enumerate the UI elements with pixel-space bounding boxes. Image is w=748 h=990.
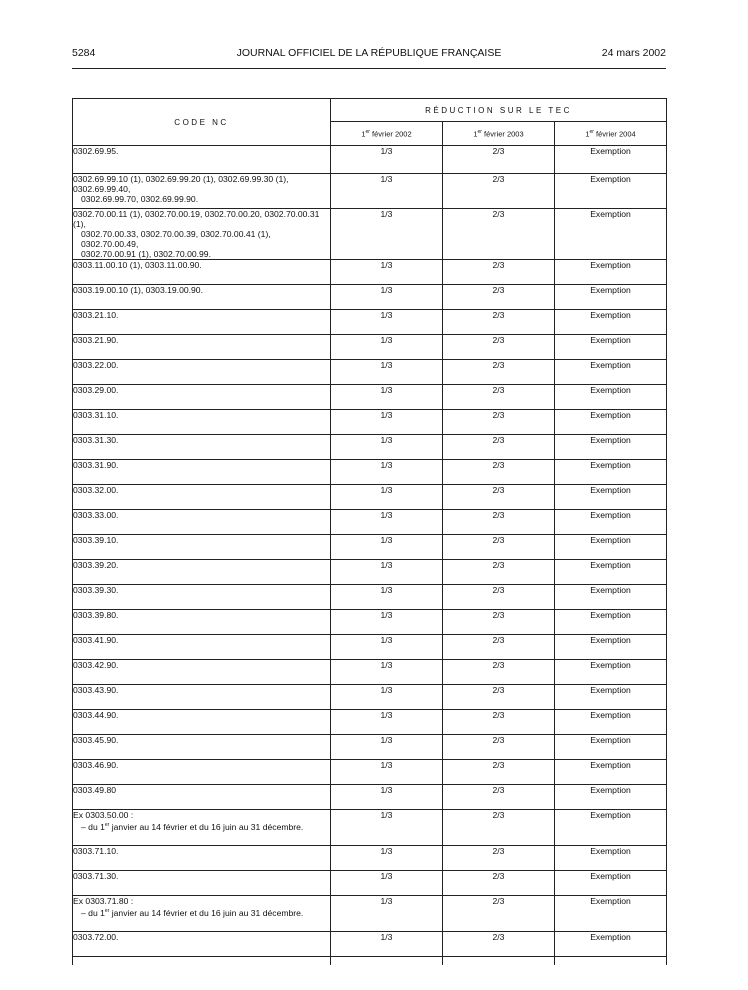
- issue-date: 24 mars 2002: [601, 47, 666, 59]
- reduction-2002-cell: 1/3: [331, 932, 443, 957]
- nc-code-cell: [73, 385, 331, 410]
- reduction-2003-cell: 2/3: [443, 871, 555, 896]
- reduction-2002-cell: 1/3: [331, 660, 443, 685]
- reduction-2004-cell: Exemption: [555, 710, 667, 735]
- reduction-2003-cell: 2/3: [443, 209, 555, 260]
- nc-code-cell: [73, 535, 331, 560]
- reduction-2004-cell: Exemption: [555, 846, 667, 871]
- table-row: [73, 535, 667, 560]
- nc-code-cell: [73, 435, 331, 460]
- table-row: [73, 710, 667, 735]
- table-row: [73, 485, 667, 510]
- table-row: [73, 735, 667, 760]
- reduction-2004-cell: Exemption: [555, 660, 667, 685]
- nc-code-cell: [73, 285, 331, 310]
- table-row: [73, 146, 667, 174]
- date-header-2003: 1er février 2003: [443, 122, 555, 146]
- table-row: [73, 932, 667, 957]
- reduction-2002-cell: 1/3: [331, 610, 443, 635]
- reduction-2002-cell: 1/3: [331, 735, 443, 760]
- reduction-2003-cell: 2/3: [443, 585, 555, 610]
- nc-code: 0303.11.00.10 (1), 0303.11.00.90.: [73, 260, 202, 270]
- reduction-2003-cell: 2/3: [443, 485, 555, 510]
- nc-code: 0303.49.80: [73, 785, 117, 795]
- table-row: [73, 335, 667, 360]
- reduction-2002-cell: 1/3: [331, 360, 443, 385]
- reduction-2004-cell: Exemption: [555, 635, 667, 660]
- nc-code: 0303.19.00.10 (1), 0303.19.00.90.: [73, 285, 203, 295]
- reduction-2004-cell: Exemption: [555, 610, 667, 635]
- empty-cell: [443, 957, 555, 966]
- reduction-2004-cell: Exemption: [555, 871, 667, 896]
- reduction-2004-cell: Exemption: [555, 360, 667, 385]
- nc-code: 0303.44.90.: [73, 710, 119, 720]
- nc-code: 0303.71.30.: [73, 871, 119, 881]
- empty-cell: [331, 957, 443, 966]
- nc-code: 0302.69.95.: [73, 146, 119, 156]
- date-header-2002: 1er février 2002: [331, 122, 443, 146]
- reduction-2002-cell: 1/3: [331, 635, 443, 660]
- reduction-2003-cell: 2/3: [443, 385, 555, 410]
- table-row: [73, 435, 667, 460]
- nc-code: 0303.21.10.: [73, 310, 119, 320]
- table-row: [73, 510, 667, 535]
- nc-code: 0303.39.30.: [73, 585, 119, 595]
- reduction-2004-cell: Exemption: [555, 932, 667, 957]
- page-header: [72, 47, 666, 63]
- nc-code-cell: [73, 660, 331, 685]
- table-row: [73, 260, 667, 285]
- reduction-2002-cell: 1/3: [331, 410, 443, 435]
- reduction-2003-cell: 2/3: [443, 460, 555, 485]
- nc-code: 0303.45.90.: [73, 735, 119, 745]
- reduction-2003-cell: 2/3: [443, 560, 555, 585]
- reduction-2002-cell: 1/3: [331, 174, 443, 209]
- nc-code: 0303.33.00.: [73, 510, 119, 520]
- nc-code-cell: [73, 209, 331, 260]
- reduction-2004-cell: Exemption: [555, 485, 667, 510]
- reduction-2003-cell: 2/3: [443, 846, 555, 871]
- nc-code: 0303.46.90.: [73, 760, 119, 770]
- table-row: [73, 410, 667, 435]
- nc-code: 0303.31.30.: [73, 435, 119, 445]
- reduction-2003-cell: 2/3: [443, 932, 555, 957]
- reduction-2002-cell: 1/3: [331, 896, 443, 932]
- nc-code-cell: [73, 710, 331, 735]
- reduction-2002-cell: 1/3: [331, 871, 443, 896]
- nc-code-cell: [73, 460, 331, 485]
- nc-code: 0303.29.00.: [73, 385, 119, 395]
- code-nc-header: CODE NC: [73, 99, 331, 146]
- nc-code: 0303.21.90.: [73, 335, 119, 345]
- reduction-2003-cell: 2/3: [443, 146, 555, 174]
- reduction-2004-cell: Exemption: [555, 285, 667, 310]
- nc-code-cell: [73, 146, 331, 174]
- reduction-2003-cell: 2/3: [443, 610, 555, 635]
- reduction-2002-cell: 1/3: [331, 146, 443, 174]
- table-row: [73, 285, 667, 310]
- nc-code: 0303.72.00.: [73, 932, 119, 942]
- reduction-2002-cell: 1/3: [331, 846, 443, 871]
- reduction-2002-cell: 1/3: [331, 335, 443, 360]
- nc-code-cell: [73, 360, 331, 385]
- nc-code: 0303.71.10.: [73, 846, 119, 856]
- reduction-2004-cell: Exemption: [555, 510, 667, 535]
- table-row: [73, 635, 667, 660]
- reduction-2004-cell: Exemption: [555, 335, 667, 360]
- table-row: [73, 896, 667, 932]
- table-continuation-stub: [73, 957, 667, 966]
- nc-code: 0303.39.20.: [73, 560, 119, 570]
- journal-title: JOURNAL OFFICIEL DE LA RÉPUBLIQUE FRANÇAISE: [236, 47, 502, 59]
- reduction-2004-cell: Exemption: [555, 310, 667, 335]
- nc-code: Ex 0303.50.00 :: [73, 810, 134, 820]
- table-row: [73, 174, 667, 209]
- nc-code-cell: [73, 310, 331, 335]
- reduction-2004-cell: Exemption: [555, 385, 667, 410]
- empty-cell: [555, 957, 667, 966]
- table-row: [73, 871, 667, 896]
- reduction-2004-cell: Exemption: [555, 560, 667, 585]
- table-row: [73, 810, 667, 846]
- reduction-2003-cell: 2/3: [443, 535, 555, 560]
- reduction-2004-cell: Exemption: [555, 896, 667, 932]
- nc-code-continued: 0302.70.00.91 (1), 0302.70.00.99.: [81, 249, 211, 259]
- reduction-2002-cell: 1/3: [331, 560, 443, 585]
- reduction-2004-cell: Exemption: [555, 174, 667, 209]
- empty-cell: [73, 957, 331, 966]
- nc-code: 0303.39.80.: [73, 610, 119, 620]
- nc-code: 0303.22.00.: [73, 360, 119, 370]
- reduction-2002-cell: 1/3: [331, 785, 443, 810]
- date-header-2004: 1er février 2004: [555, 122, 667, 146]
- reduction-2003-cell: 2/3: [443, 310, 555, 335]
- table-row: [73, 846, 667, 871]
- reduction-2002-cell: 1/3: [331, 760, 443, 785]
- reduction-2003-cell: 2/3: [443, 635, 555, 660]
- page-number: 5284: [72, 47, 96, 59]
- table-body: [73, 146, 667, 966]
- nc-code-cell: [73, 174, 331, 209]
- reduction-2002-cell: 1/3: [331, 485, 443, 510]
- nc-code-cell: [73, 871, 331, 896]
- reduction-2002-cell: 1/3: [331, 810, 443, 846]
- nc-code: 0303.42.90.: [73, 660, 119, 670]
- nc-code-cell: [73, 485, 331, 510]
- nc-code-cell: [73, 410, 331, 435]
- nc-code: 0303.31.10.: [73, 410, 119, 420]
- reduction-2004-cell: Exemption: [555, 810, 667, 846]
- nc-code-cell: [73, 260, 331, 285]
- table-row: [73, 785, 667, 810]
- table-row: [73, 660, 667, 685]
- nc-code-cell: [73, 760, 331, 785]
- nc-code-cell: [73, 335, 331, 360]
- nc-code: 0303.41.90.: [73, 635, 119, 645]
- nc-code-cell: [73, 635, 331, 660]
- nc-code-cell: [73, 685, 331, 710]
- reduction-2002-cell: 1/3: [331, 385, 443, 410]
- reduction-2002-cell: 1/3: [331, 310, 443, 335]
- reduction-2004-cell: Exemption: [555, 435, 667, 460]
- reduction-2004-cell: Exemption: [555, 460, 667, 485]
- reduction-2004-cell: Exemption: [555, 146, 667, 174]
- reduction-2004-cell: Exemption: [555, 535, 667, 560]
- reduction-2003-cell: 2/3: [443, 735, 555, 760]
- reduction-2002-cell: 1/3: [331, 510, 443, 535]
- header-rule: [72, 68, 666, 69]
- table-row: [73, 310, 667, 335]
- reduction-2002-cell: 1/3: [331, 285, 443, 310]
- nc-code-cell: [73, 610, 331, 635]
- table-row: [73, 460, 667, 485]
- reduction-2003-cell: 2/3: [443, 660, 555, 685]
- reduction-2002-cell: 1/3: [331, 710, 443, 735]
- reduction-2002-cell: 1/3: [331, 685, 443, 710]
- nc-code-continued: 0302.69.99.70, 0302.69.99.90.: [81, 194, 199, 204]
- tariff-reduction-table: [72, 98, 667, 965]
- reduction-2002-cell: 1/3: [331, 460, 443, 485]
- period-note: – du 1er janvier au 14 février et du 16 juin au 31 décembre.: [81, 907, 304, 918]
- nc-code: Ex 0303.71.80 :: [73, 896, 134, 906]
- nc-code: 0303.31.90.: [73, 460, 119, 470]
- nc-code-cell: [73, 785, 331, 810]
- reduction-2002-cell: 1/3: [331, 209, 443, 260]
- reduction-2003-cell: 2/3: [443, 435, 555, 460]
- reduction-2003-cell: 2/3: [443, 710, 555, 735]
- reduction-2002-cell: 1/3: [331, 535, 443, 560]
- nc-code: 0302.70.00.11 (1), 0302.70.00.19, 0302.70.00.20, 0302.70.00.31 (1),: [73, 209, 320, 229]
- nc-code: 0302.69.99.10 (1), 0302.69.99.20 (1), 0302.69.99.30 (1), 0302.69.99.40,: [73, 174, 289, 194]
- reduction-2003-cell: 2/3: [443, 760, 555, 785]
- reduction-2004-cell: Exemption: [555, 685, 667, 710]
- reduction-2002-cell: 1/3: [331, 435, 443, 460]
- reduction-header: RÉDUCTION SUR LE TEC: [331, 99, 667, 122]
- nc-code-cell: [73, 810, 331, 846]
- reduction-2003-cell: 2/3: [443, 410, 555, 435]
- reduction-2003-cell: 2/3: [443, 174, 555, 209]
- reduction-2003-cell: 2/3: [443, 510, 555, 535]
- reduction-2002-cell: 1/3: [331, 260, 443, 285]
- reduction-2003-cell: 2/3: [443, 785, 555, 810]
- nc-code-continued: 0302.70.00.33, 0302.70.00.39, 0302.70.00.41 (1), 0302.70.00.49,: [81, 229, 271, 249]
- reduction-2003-cell: 2/3: [443, 260, 555, 285]
- table-row: [73, 560, 667, 585]
- nc-code: 0303.43.90.: [73, 685, 119, 695]
- table-row: [73, 585, 667, 610]
- nc-code-cell: [73, 846, 331, 871]
- reduction-2004-cell: Exemption: [555, 785, 667, 810]
- reduction-2002-cell: 1/3: [331, 585, 443, 610]
- reduction-2003-cell: 2/3: [443, 685, 555, 710]
- nc-code-cell: [73, 735, 331, 760]
- nc-code: 0303.39.10.: [73, 535, 119, 545]
- nc-code-cell: [73, 932, 331, 957]
- period-note: – du 1er janvier au 14 février et du 16 juin au 31 décembre.: [81, 821, 304, 832]
- nc-code-cell: [73, 896, 331, 932]
- table-row: [73, 209, 667, 260]
- table-row: [73, 685, 667, 710]
- reduction-2003-cell: 2/3: [443, 360, 555, 385]
- reduction-2004-cell: Exemption: [555, 760, 667, 785]
- nc-code-cell: [73, 585, 331, 610]
- reduction-2004-cell: Exemption: [555, 735, 667, 760]
- table-row: [73, 610, 667, 635]
- reduction-2003-cell: 2/3: [443, 285, 555, 310]
- reduction-2004-cell: Exemption: [555, 410, 667, 435]
- reduction-2004-cell: Exemption: [555, 209, 667, 260]
- nc-code-cell: [73, 510, 331, 535]
- table-row: [73, 360, 667, 385]
- reduction-2003-cell: 2/3: [443, 810, 555, 846]
- reduction-2003-cell: 2/3: [443, 896, 555, 932]
- nc-code: 0303.32.00.: [73, 485, 119, 495]
- reduction-2004-cell: Exemption: [555, 260, 667, 285]
- table-row: [73, 760, 667, 785]
- nc-code-cell: [73, 560, 331, 585]
- reduction-2004-cell: Exemption: [555, 585, 667, 610]
- reduction-2003-cell: 2/3: [443, 335, 555, 360]
- table-row: [73, 385, 667, 410]
